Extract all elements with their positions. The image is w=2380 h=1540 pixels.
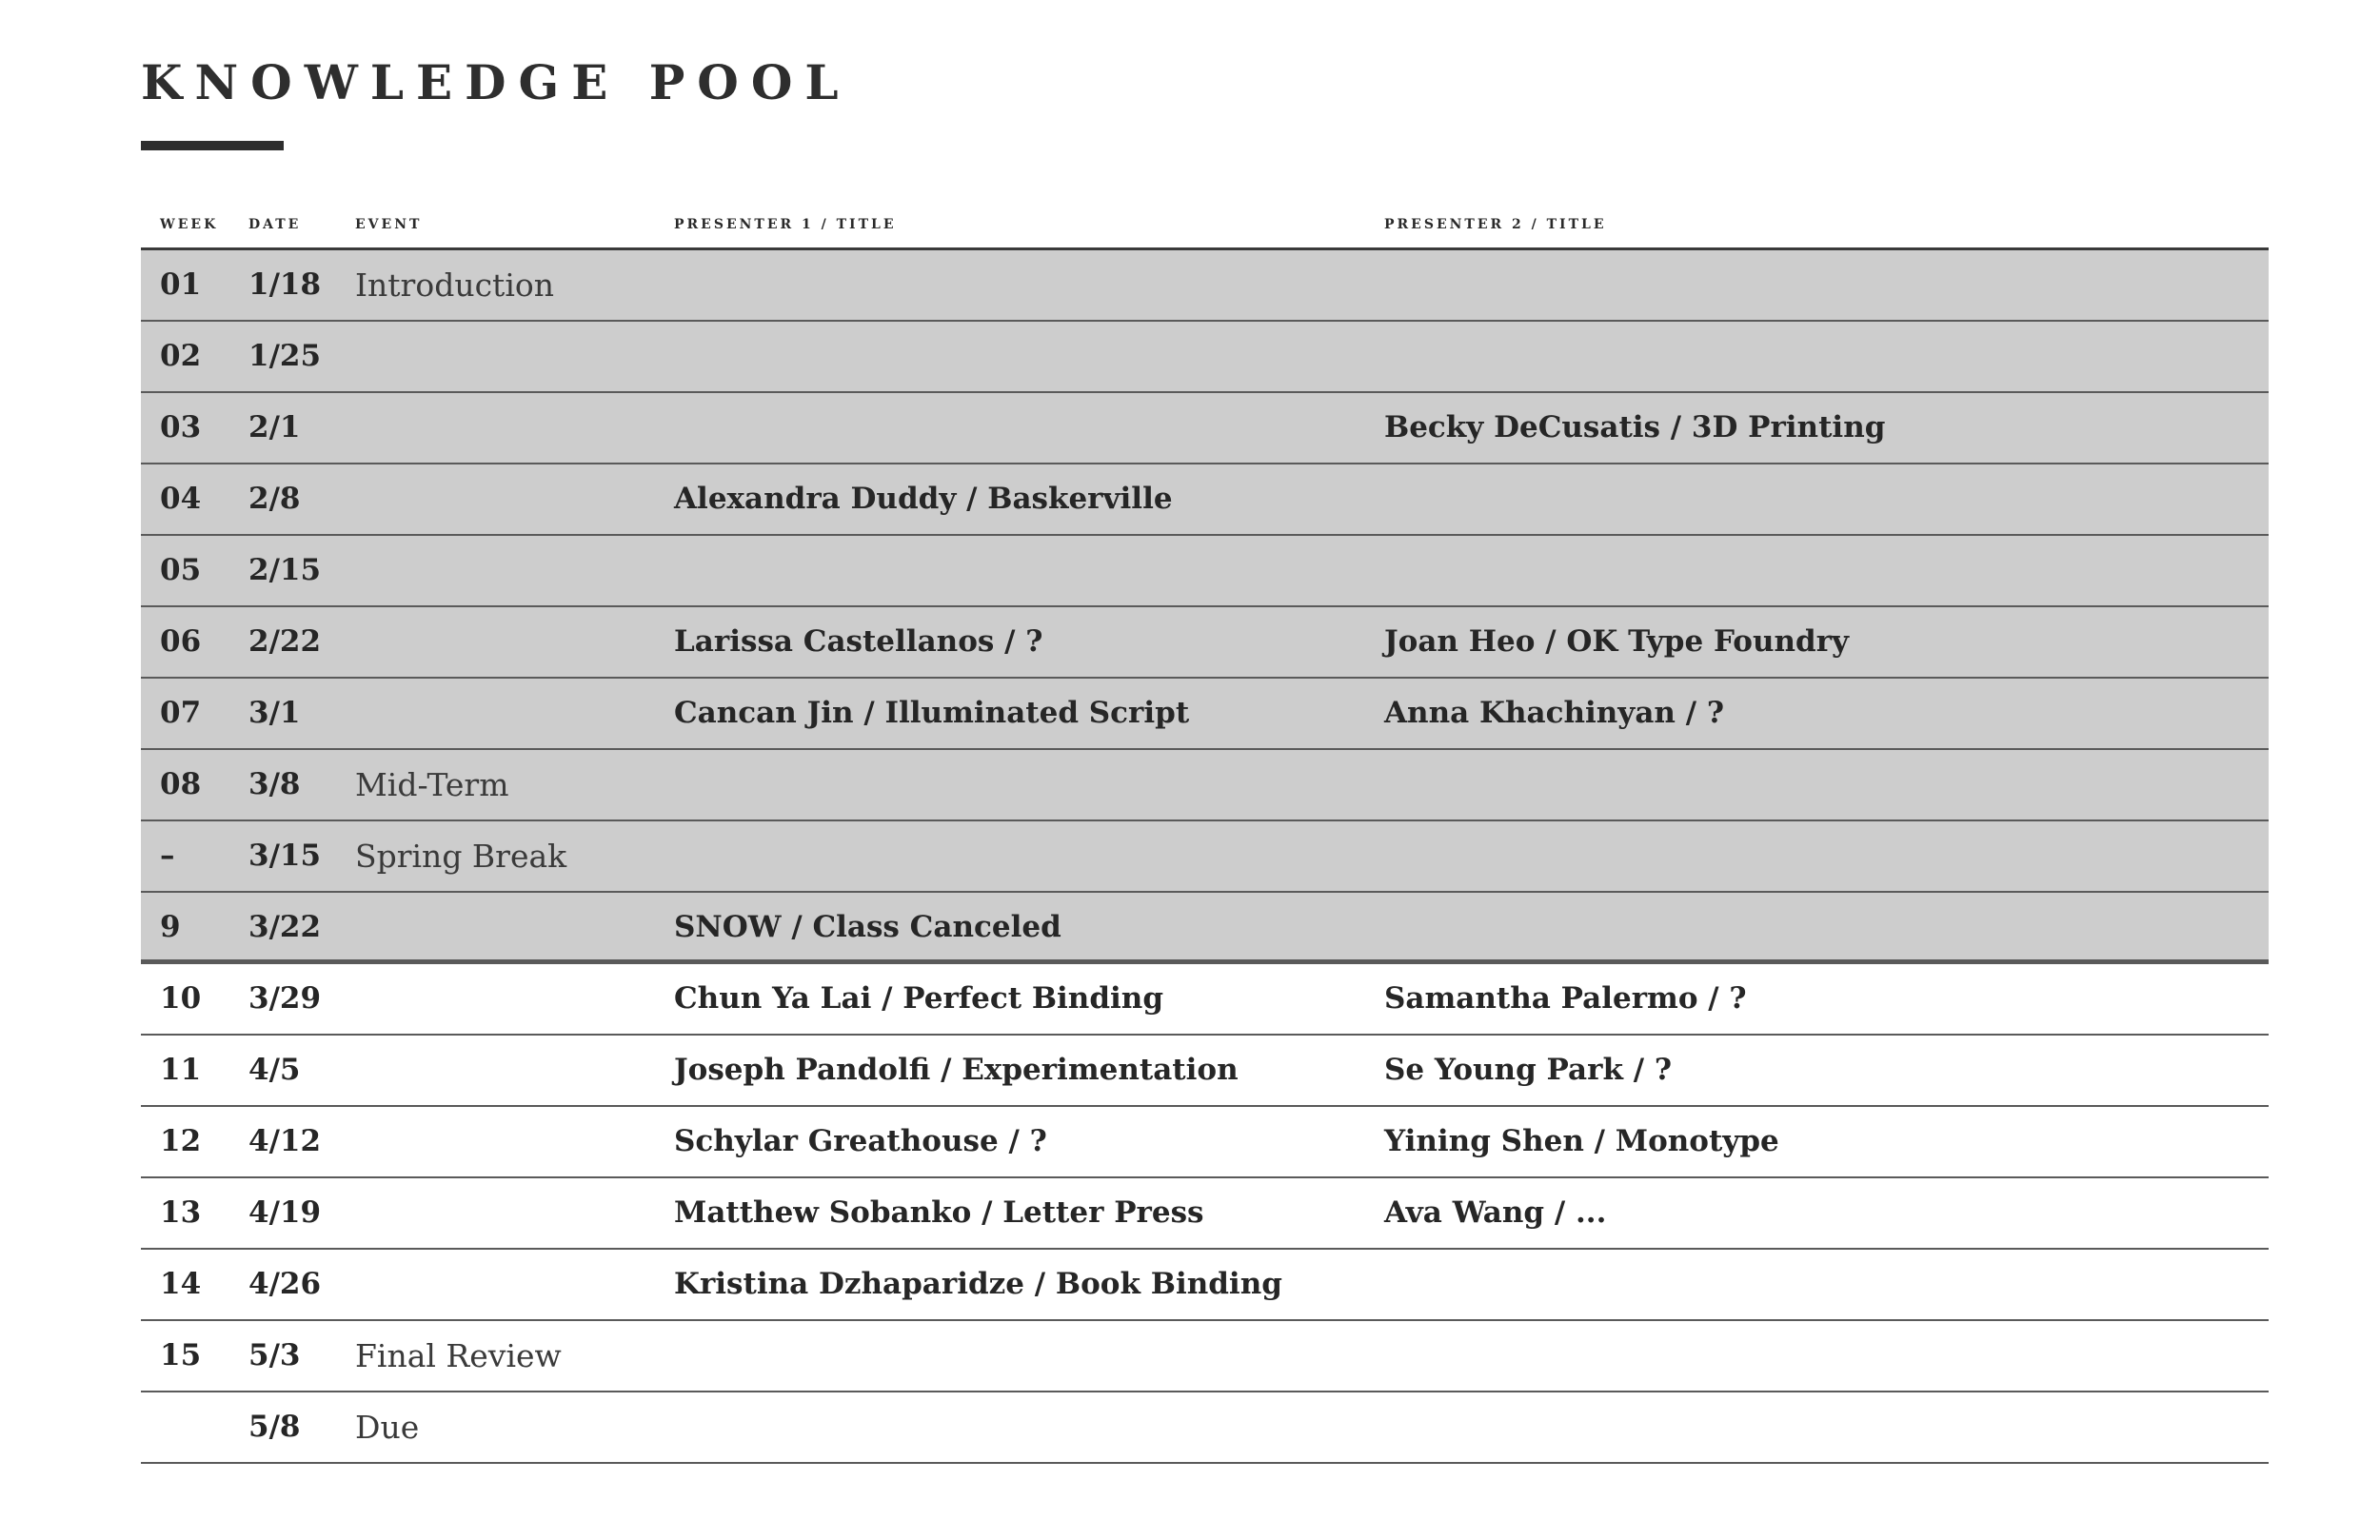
page-title: KNOWLEDGE POOL — [141, 54, 851, 110]
date-cell: 5/8 — [248, 1410, 301, 1444]
table-row — [141, 1107, 2269, 1178]
table-row — [141, 393, 2269, 464]
date-cell: 4/12 — [248, 1124, 322, 1158]
date-cell: 3/1 — [248, 696, 301, 730]
presenter-2-cell: Ava Wang / ... — [1384, 1195, 1607, 1230]
presenter-1-cell: Cancan Jin / Illuminated Script — [674, 696, 1190, 730]
date-cell: 1/25 — [248, 339, 322, 373]
table-row — [141, 821, 2269, 893]
week-cell: 11 — [160, 1053, 202, 1087]
header-presenter-1: PRESENTER 1 / TITLE — [674, 217, 897, 232]
presenter-1-cell: Alexandra Duddy / Baskerville — [674, 482, 1173, 516]
table-row — [141, 1392, 2269, 1464]
table-row — [141, 1321, 2269, 1392]
table-row — [141, 679, 2269, 750]
week-cell: 03 — [160, 410, 202, 444]
week-cell: 08 — [160, 767, 202, 801]
date-cell: 3/22 — [248, 910, 322, 944]
presenter-1-cell: Larissa Castellanos / ? — [674, 624, 1043, 659]
header-presenter-2: PRESENTER 2 / TITLE — [1384, 217, 1607, 232]
date-cell: 1/18 — [248, 267, 322, 302]
table-header — [141, 204, 2269, 250]
week-cell: 07 — [160, 696, 202, 730]
event-cell: Spring Break — [355, 838, 567, 875]
title-underline — [141, 141, 284, 150]
presenter-2-cell: Joan Heo / OK Type Foundry — [1384, 624, 1850, 659]
table-row — [141, 1178, 2269, 1250]
date-cell: 4/5 — [248, 1053, 301, 1087]
table-row — [141, 750, 2269, 821]
date-cell: 2/15 — [248, 553, 322, 587]
week-cell: 12 — [160, 1124, 202, 1158]
table-row — [141, 250, 2269, 322]
week-cell: 9 — [160, 910, 181, 944]
date-cell: 5/3 — [248, 1338, 301, 1372]
date-cell: 3/15 — [248, 839, 322, 873]
week-cell: 04 — [160, 482, 202, 516]
table-row — [141, 964, 2269, 1036]
header-event: EVENT — [355, 217, 423, 232]
date-cell: 3/29 — [248, 981, 322, 1016]
date-cell: 4/19 — [248, 1195, 322, 1230]
presenter-2-cell: Samantha Palermo / ? — [1384, 981, 1747, 1016]
presenter-1-cell: Schylar Greathouse / ? — [674, 1124, 1047, 1158]
table-row — [141, 1036, 2269, 1107]
table-row — [141, 893, 2269, 964]
date-cell: 2/8 — [248, 482, 301, 516]
week-cell: 02 — [160, 339, 202, 373]
week-cell: 01 — [160, 267, 202, 302]
date-cell: 4/26 — [248, 1267, 322, 1301]
table-body — [141, 250, 2269, 1464]
presenter-1-cell: Joseph Pandolfi / Experimentation — [674, 1053, 1239, 1087]
week-cell: 06 — [160, 624, 202, 659]
presenter-2-cell: Anna Khachinyan / ? — [1384, 696, 1725, 730]
presenter-1-cell: Chun Ya Lai / Perfect Binding — [674, 981, 1164, 1016]
presenter-1-cell: SNOW / Class Canceled — [674, 910, 1061, 944]
date-cell: 2/22 — [248, 624, 322, 659]
presenter-2-cell: Becky DeCusatis / 3D Printing — [1384, 410, 1886, 444]
date-cell: 3/8 — [248, 767, 301, 801]
event-cell: Mid-Term — [355, 766, 509, 803]
presenter-2-cell: Yining Shen / Monotype — [1384, 1124, 1779, 1158]
week-cell: 10 — [160, 981, 202, 1016]
header-date: DATE — [248, 217, 302, 232]
table-row — [141, 607, 2269, 679]
table-row — [141, 464, 2269, 536]
event-cell: Due — [355, 1409, 420, 1446]
presenter-1-cell: Kristina Dzhaparidze / Book Binding — [674, 1267, 1282, 1301]
week-cell: – — [160, 839, 175, 873]
table-row — [141, 322, 2269, 393]
presenter-2-cell: Se Young Park / ? — [1384, 1053, 1673, 1087]
schedule-table — [141, 204, 2269, 1464]
week-cell: 05 — [160, 553, 202, 587]
presenter-1-cell: Matthew Sobanko / Letter Press — [674, 1195, 1204, 1230]
event-cell: Final Review — [355, 1337, 562, 1374]
date-cell: 2/1 — [248, 410, 301, 444]
event-cell: Introduction — [355, 267, 554, 304]
week-cell: 14 — [160, 1267, 202, 1301]
header-week: WEEK — [160, 217, 219, 232]
week-cell: 13 — [160, 1195, 202, 1230]
table-row — [141, 536, 2269, 607]
table-row — [141, 1250, 2269, 1321]
week-cell: 15 — [160, 1338, 202, 1372]
